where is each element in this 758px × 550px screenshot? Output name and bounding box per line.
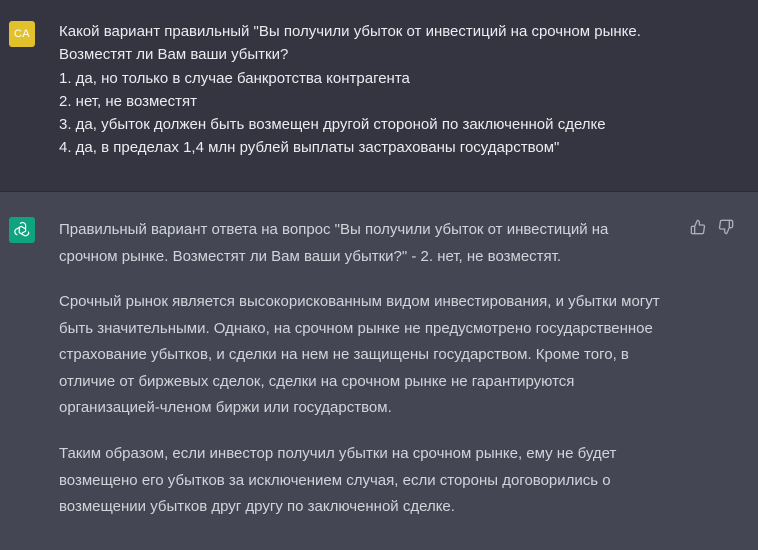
assistant-paragraph: [59, 289, 660, 422]
user-message-line: 4. да, в пределах 1,4 млн рублей выплаты застрахованы государством": [59, 139, 560, 157]
assistant-line: возмещено его убытков за исключением случая, если стороны договорились о: [59, 471, 611, 489]
assistant-line: возмещении убытков друг другу по заключенной сделке.: [59, 498, 455, 515]
assistant-paragraph: [59, 441, 616, 521]
thumbs-down-button[interactable]: [718, 219, 734, 235]
assistant-line: отличие от биржевых сделок, сделки на срочном рынке не гарантируются: [59, 372, 575, 390]
assistant-line: быть значительными. Однако, на срочном рынке не предусмотрено государственное: [59, 319, 653, 337]
assistant-line: срочном рынке. Возместят ли Вам ваши убытки?" - 2. нет, не возместят.: [59, 247, 562, 265]
user-message-line: Какой вариант правильный "Вы получили убыток от инвестиций на срочном рынке.: [59, 23, 641, 40]
assistant-line: Правильный вариант ответа на вопрос "Вы получили убыток от инвестиций на: [59, 221, 609, 238]
assistant-line: Таким образом, если инвестор получил убытки на срочном рынке, ему не будет: [59, 445, 617, 462]
user-avatar-initials: CA: [14, 28, 30, 40]
user-message-text: [59, 20, 641, 160]
openai-logo-icon: [13, 221, 31, 239]
user-message-line: 2. нет, не возместят: [59, 92, 198, 110]
assistant-avatar: [9, 217, 35, 243]
assistant-line: Срочный рынок является высокорискованным видом инвестирования, и убытки могут: [59, 293, 660, 310]
thumbs-down-icon: [718, 219, 734, 235]
assistant-line: страхование убытков, и сделки на нем не защищены государством. Кроме того, в: [59, 346, 629, 363]
assistant-line: организацией-членом биржи или государством.: [59, 399, 392, 416]
user-message-line: Возместят ли Вам ваши убытки?: [59, 46, 289, 64]
user-message-line: 1. да, но только в случае банкротства контрагента: [59, 69, 410, 87]
assistant-paragraph: [59, 217, 608, 270]
user-message-line: 3. да, убыток должен быть возмещен другой стороной по заключенной сделке: [59, 116, 606, 134]
thumbs-up-icon: [690, 219, 706, 235]
user-avatar: [9, 21, 35, 47]
thumbs-up-button[interactable]: [690, 219, 706, 235]
